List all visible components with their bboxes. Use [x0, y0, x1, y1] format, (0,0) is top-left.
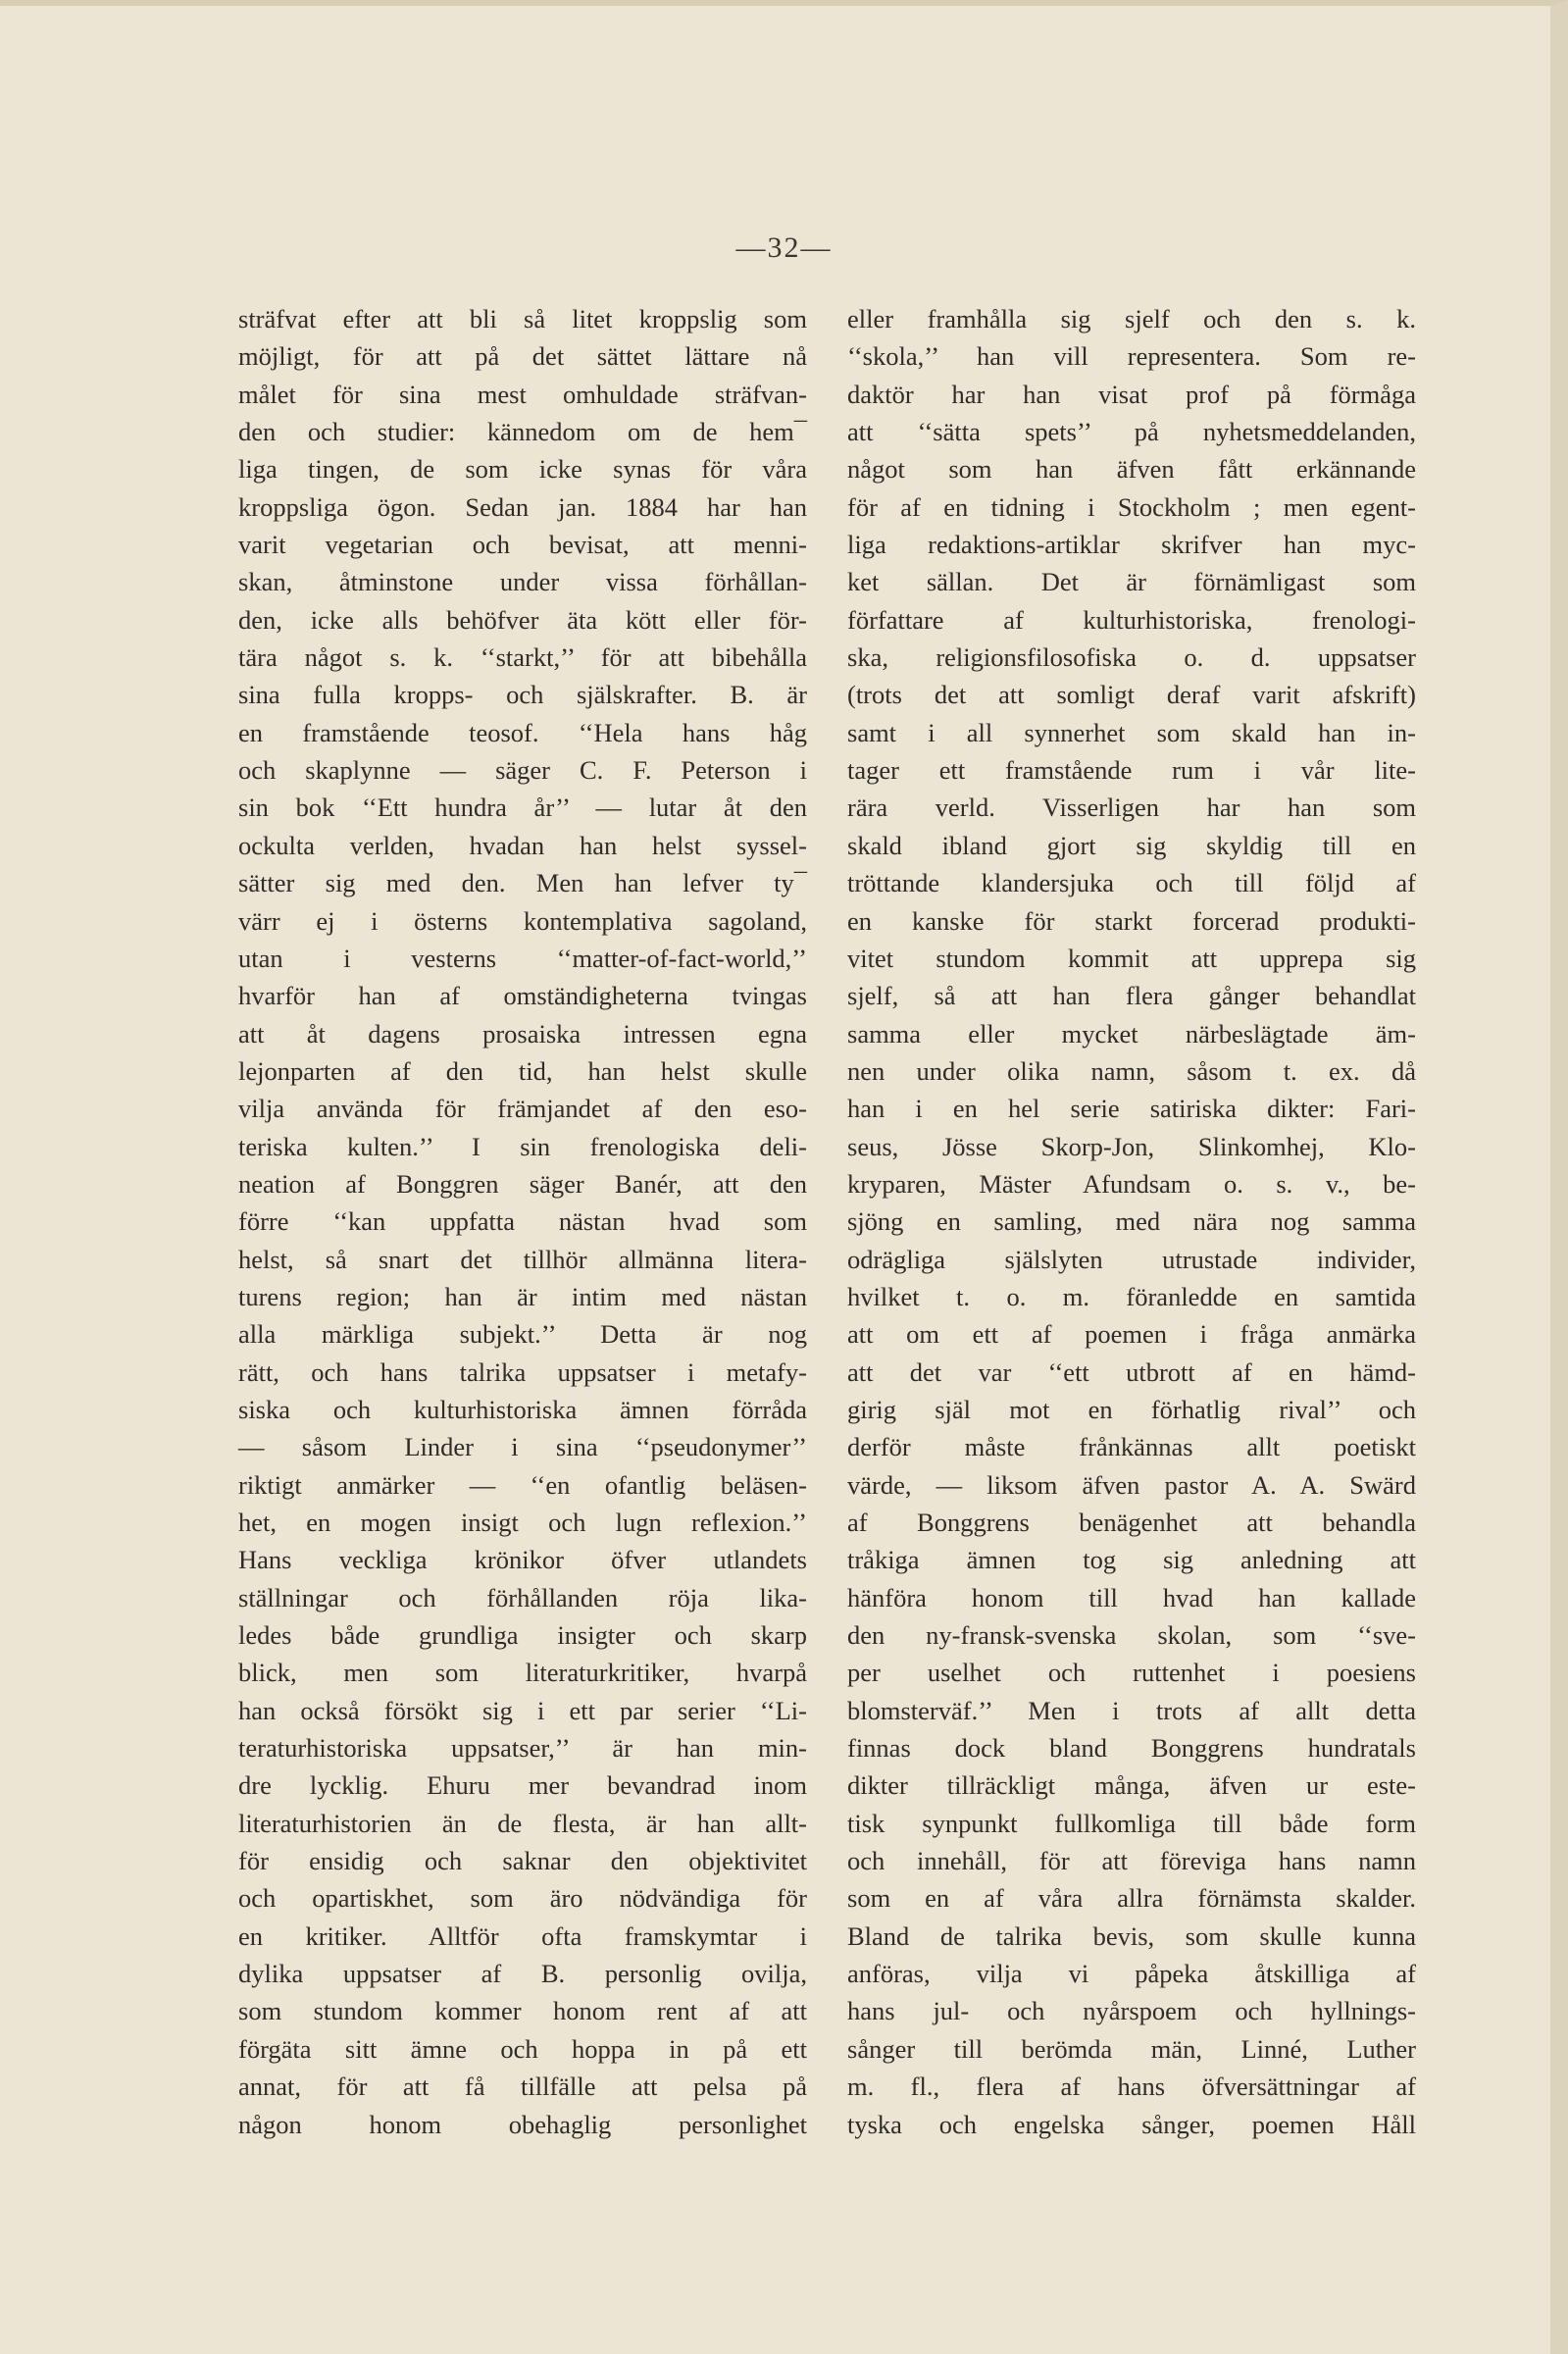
text-line: och skaplynne — säger C. F. Peterson i — [238, 755, 807, 786]
text-line: af Bonggrens benägenhet att behandla — [847, 1508, 1416, 1537]
text-line: m. fl., flera af hans öfversättningar af — [847, 2072, 1416, 2102]
text-line: tröttande klandersjuka och till följd af — [847, 868, 1416, 898]
text-line: den ny-fransk-svenska skolan, som ‘‘sve- — [847, 1620, 1416, 1651]
text-line: författare af kulturhistoriska, frenologi- — [847, 604, 1416, 635]
text-line: skald ibland gjort sig skyldig till en — [847, 830, 1416, 860]
text-line: dylika uppsatser af B. personlig ovilja, — [238, 1959, 807, 1989]
text-line: kroppsliga ögon. Sedan jan. 1884 har han — [238, 491, 807, 522]
text-line: något som han äfven fått erkännande — [847, 454, 1416, 485]
text-line: för ensidig och saknar den objektivitet — [238, 1846, 807, 1876]
text-line: derför måste frånkännas allt poetiskt — [847, 1432, 1416, 1462]
text-line: den och studier: kännedom om de hem¯ — [238, 417, 807, 447]
text-line: sätter sig med den. Men han lefver ty¯ — [238, 868, 807, 898]
text-line: han i en hel serie satiriska dikter: Fari- — [847, 1094, 1416, 1124]
text-line: lejonparten af den tid, han helst skulle — [238, 1055, 807, 1086]
text-line: ska, religionsfilosofiska o. d. uppsatser — [847, 642, 1416, 673]
text-line: att det var ‘‘ett utbrott af en hämd- — [847, 1356, 1416, 1387]
text-line: alla märkliga subjekt.’’ Detta är nog — [238, 1319, 807, 1350]
text-line: girig själ mot en förhatlig rival’’ och — [847, 1394, 1416, 1424]
text-line: den, icke alls behöfver äta kött eller för- — [238, 604, 807, 635]
text-line: teraturhistoriska uppsatser,’’ är han min- — [238, 1733, 807, 1764]
text-line: samt i all synnerhet som skald han in- — [847, 717, 1416, 747]
text-line: vilja använda för främjandet af den eso- — [238, 1094, 807, 1124]
text-line: riktigt anmärker — ‘‘en ofantlig beläsen- — [238, 1469, 807, 1500]
text-line: vitet stundom kommit att upprepa sig — [847, 943, 1416, 973]
text-line: hvilket t. o. m. föranledde en samtida — [847, 1281, 1416, 1311]
right-text-column — [847, 300, 1416, 2143]
text-line: anföras, vilja vi påpeka åtskilliga af — [847, 1959, 1416, 1989]
text-line: liga tingen, de som icke synas för våra — [238, 454, 807, 485]
text-line: och innehåll, för att föreviga hans namn — [847, 1846, 1416, 1876]
text-line: tära något s. k. ‘‘starkt,’’ för att bibehålla — [238, 642, 807, 673]
text-line: hänföra honom till hvad han kallade — [847, 1582, 1416, 1612]
text-line: odrägliga själslyten utrustade individer, — [847, 1244, 1416, 1274]
text-line: möjligt, för att på det sättet lättare nå — [238, 341, 807, 372]
text-line: någon honom obehaglig personlighet — [238, 2109, 807, 2139]
text-line: sjöng en samling, med nära nog samma — [847, 1206, 1416, 1237]
page-number: —32— — [735, 231, 833, 264]
text-line: värr ej i österns kontemplativa sagoland, — [238, 905, 807, 936]
text-line: målet för sina mest omhuldade sträfvan- — [238, 379, 807, 409]
text-line: en kritiker. Alltför ofta framskymtar i — [238, 1920, 807, 1951]
text-line: värde, — liksom äfven pastor A. A. Swärd — [847, 1469, 1416, 1500]
text-line: rära verld. Visserligen har han som — [847, 793, 1416, 823]
text-line: ockulta verlden, hvadan han helst syssel- — [238, 830, 807, 860]
text-line: tager ett framstående rum i vår lite- — [847, 755, 1416, 786]
text-line: finnas dock bland Bonggrens hundratals — [847, 1733, 1416, 1764]
text-line: helst, så snart det tillhör allmänna litera- — [238, 1244, 807, 1274]
text-line: Bland de talrika bevis, som skulle kunna — [847, 1920, 1416, 1951]
text-line: sina fulla kropps- och själskrafter. B. är — [238, 680, 807, 710]
text-line: tyska och engelska sånger, poemen Håll — [847, 2109, 1416, 2139]
text-line: sjelf, så att han flera gånger behandlat — [847, 981, 1416, 1011]
text-line: sin bok ‘‘Ett hundra år’’ — lutar åt den — [238, 793, 807, 823]
text-line: het, en mogen insigt och lugn reflexion.’’ — [238, 1508, 807, 1537]
text-line: sånger till berömda män, Linné, Luther — [847, 2033, 1416, 2064]
text-line: seus, Jösse Skorp-Jon, Slinkomhej, Klo- — [847, 1131, 1416, 1161]
text-line: ‘‘skola,’’ han vill representera. Som re- — [847, 341, 1416, 372]
text-line: samma eller mycket närbeslägtade äm- — [847, 1018, 1416, 1049]
text-line: förgäta sitt ämne och hoppa in på ett — [238, 2033, 807, 2064]
text-line: som stundom kommer honom rent af att — [238, 1996, 807, 2026]
text-line: — såsom Linder i sina ‘‘pseudonymer’’ — [238, 1432, 807, 1462]
text-line: tråkiga ämnen tog sig anledning att — [847, 1545, 1416, 1575]
text-line: en framstående teosof. ‘‘Hela hans håg — [238, 717, 807, 747]
text-line: en kanske för starkt forcerad produkti- — [847, 905, 1416, 936]
text-line: att ‘‘sätta spets’’ på nyhetsmeddelanden, — [847, 417, 1416, 447]
text-line: skan, åtminstone under vissa förhållan- — [238, 567, 807, 597]
text-line: som en af våra allra förnämsta skalder. — [847, 1883, 1416, 1914]
text-line: tisk synpunkt fullkomliga till både form — [847, 1808, 1416, 1838]
text-line: blick, men som literaturkritiker, hvarpå — [238, 1658, 807, 1688]
text-line: och opartiskhet, som äro nödvändiga för — [238, 1883, 807, 1914]
text-line: rätt, och hans talrika uppsatser i metafy- — [238, 1356, 807, 1387]
text-line: varit vegetarian och bevisat, att menni- — [238, 530, 807, 560]
text-line: nen under olika namn, såsom t. ex. då — [847, 1055, 1416, 1086]
text-line: eller framhålla sig sjelf och den s. k. — [847, 304, 1416, 333]
text-line: han också försökt sig i ett par serier ‘‘Li- — [238, 1695, 807, 1725]
text-line: turens region; han är intim med nästan — [238, 1281, 807, 1311]
text-line: literaturhistorien än de flesta, är han allt- — [238, 1808, 807, 1838]
text-line: att om ett af poemen i fråga anmärka — [847, 1319, 1416, 1350]
text-line: förre ‘‘kan uppfatta nästan hvad som — [238, 1206, 807, 1237]
text-line: siska och kulturhistoriska ämnen förråda — [238, 1394, 807, 1424]
text-line: kryparen, Mäster Afundsam o. s. v., be- — [847, 1168, 1416, 1199]
text-line: ket sällan. Det är förnämligast som — [847, 567, 1416, 597]
text-line: liga redaktions-artiklar skrifver han myc- — [847, 530, 1416, 560]
text-line: utan i vesterns ‘‘matter-of-fact-world,’’ — [238, 943, 807, 973]
text-line: per uselhet och ruttenhet i poesiens — [847, 1658, 1416, 1688]
text-line: (trots det att somligt deraf varit afskrift) — [847, 680, 1416, 710]
text-line: dre lycklig. Ehuru mer bevandrad inom — [238, 1770, 807, 1801]
text-line: hvarför han af omständigheterna tvingas — [238, 981, 807, 1011]
text-line: daktör har han visat prof på förmåga — [847, 379, 1416, 409]
text-line: ledes både grundliga insigter och skarp — [238, 1620, 807, 1651]
text-line: att åt dagens prosaiska intressen egna — [238, 1018, 807, 1049]
text-line: hans jul- och nyårspoem och hyllnings- — [847, 1996, 1416, 2026]
text-line: för af en tidning i Stockholm ; men egent- — [847, 491, 1416, 522]
left-text-column — [238, 300, 807, 2143]
text-line: annat, för att få tillfälle att pelsa på — [238, 2072, 807, 2102]
text-line: neation af Bonggren säger Banér, att den — [238, 1168, 807, 1199]
text-line: sträfvat efter att bli så litet kroppslig som — [238, 304, 807, 333]
text-line: blomsterväf.’’ Men i trots af allt detta — [847, 1695, 1416, 1725]
text-line: ställningar och förhållanden röja lika- — [238, 1582, 807, 1612]
text-line: dikter tillräckligt många, äfven ur este- — [847, 1770, 1416, 1801]
text-line: teriska kulten.’’ I sin frenologiska deli- — [238, 1131, 807, 1161]
text-line: Hans veckliga krönikor öfver utlandets — [238, 1545, 807, 1575]
